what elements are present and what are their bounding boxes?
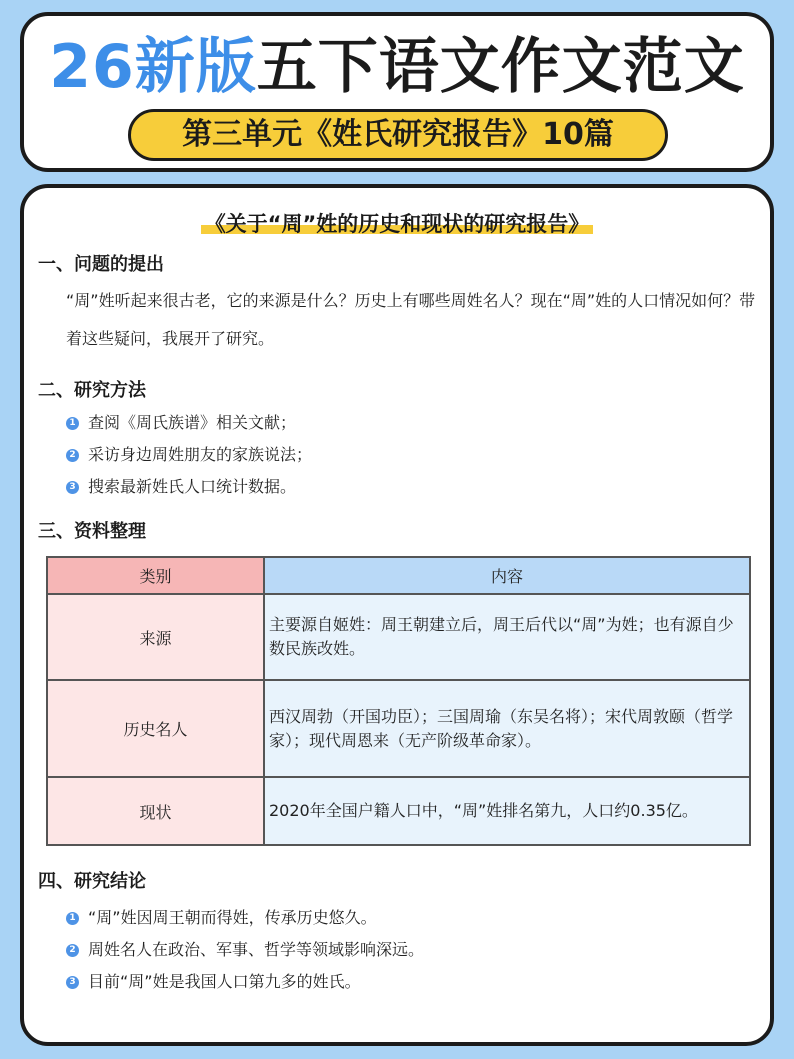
number-2-icon: 2 [66, 944, 79, 957]
list-item [66, 934, 424, 966]
table-header-content: 内容 [264, 557, 750, 594]
table-cell-content: 2020年全国户籍人口中，“周”姓排名第九，人口约0.35亿。 [264, 777, 750, 845]
number-2-icon: 2 [66, 449, 79, 462]
list-item [66, 902, 424, 934]
list-item [66, 407, 312, 439]
table-cell-category: 现状 [47, 777, 264, 845]
table-cell-category: 历史名人 [47, 680, 264, 777]
list-item [66, 439, 312, 471]
section-heading-2: 二、研究方法 [38, 380, 146, 401]
list-item-text: 周姓名人在政治、军事、哲学等领域影响深远。 [88, 940, 425, 959]
title-accent: 26新版 [49, 32, 257, 102]
table-row [47, 777, 750, 845]
section-heading-1: 一、问题的提出 [38, 254, 164, 275]
methods-list [66, 407, 312, 503]
table-header-category: 类别 [47, 557, 264, 594]
header-card [20, 12, 774, 172]
page-title [24, 30, 770, 104]
list-item-text: 目前“周”姓是我国人口第九多的姓氏。 [88, 972, 361, 991]
report-title-text: 《关于“周”姓的历史和现状的研究报告》 [201, 212, 594, 236]
conclusions-list [66, 902, 424, 998]
list-item-text: 搜索最新姓氏人口统计数据。 [88, 477, 297, 496]
data-table [46, 556, 751, 846]
table-cell-category: 来源 [47, 594, 264, 680]
number-3-icon: 3 [66, 481, 79, 494]
section-1-paragraph: “周”姓听起来很古老，它的来源是什么？历史上有哪些周姓名人？现在“周”姓的人口情况如何？带着这些疑问，我展开了研究。 [66, 291, 756, 348]
section-heading-4: 四、研究结论 [38, 871, 146, 892]
list-item [66, 471, 312, 503]
report-title [24, 208, 770, 238]
title-main: 五下语文作文范文 [256, 32, 745, 102]
table-cell-content: 西汉周勃（开国功臣）；三国周瑜（东吴名将）；宋代周敦颐（哲学家）；现代周恩来（无产阶级革命家）。 [264, 680, 750, 777]
list-item-text: “周”姓因周王朝而得姓，传承历史悠久。 [88, 908, 377, 927]
number-1-icon: 1 [66, 417, 79, 430]
report-card [20, 184, 774, 1046]
table-row [47, 594, 750, 680]
list-item-text: 采访身边周姓朋友的家族说法； [88, 445, 313, 464]
table-header-row [47, 557, 750, 594]
table-row [47, 680, 750, 777]
list-item [66, 966, 424, 998]
list-item-text: 查阅《周氏族谱》相关文献； [88, 413, 297, 432]
table-cell-content: 主要源自姬姓：周王朝建立后，周王后代以“周”为姓；也有源自少数民族改姓。 [264, 594, 750, 680]
subtitle-badge: 第三单元《姓氏研究报告》10篇 [128, 109, 668, 161]
number-3-icon: 3 [66, 976, 79, 989]
number-1-icon: 1 [66, 912, 79, 925]
section-heading-3: 三、资料整理 [38, 521, 146, 542]
